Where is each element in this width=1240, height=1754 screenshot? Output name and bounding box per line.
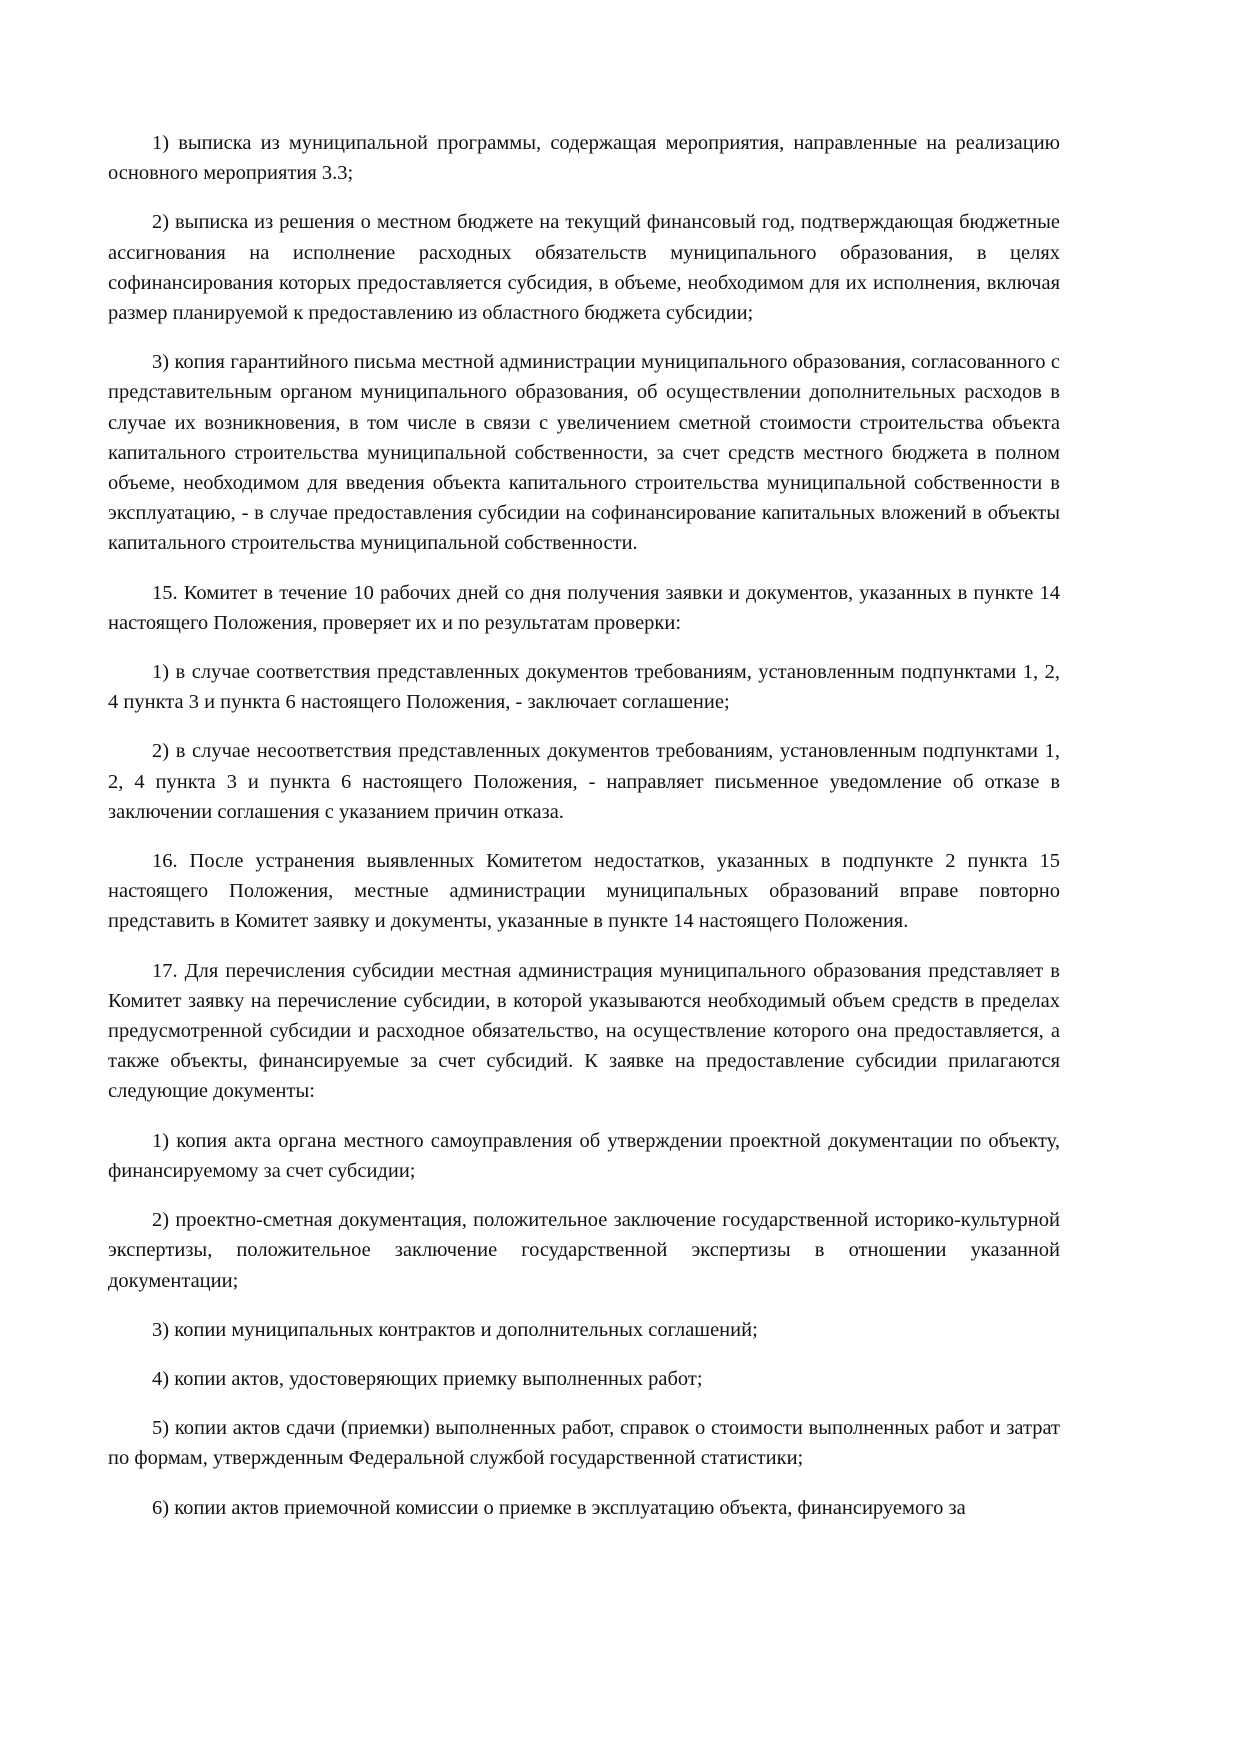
paragraph-item-17-5: 5) копии актов сдачи (приемки) выполненных работ, справок о стоимости выполненных работ и затрат по формам, утвержденным Федеральной службой государственной статистики; [108,1417,1060,1470]
paragraph-item-15-2: 2) в случае несоответствия представленных документов требованиям, установленным подпунктами 1, 2, 4 пункта 3 и пункта 6 настоящего Положения, - направляет письменное уведомление об отказе в заключении соглашения с указанием причин отказа. [108,740,1060,823]
document-text-body [108,128,1060,1523]
paragraph-item-17-1: 1) копия акта органа местного самоуправления об утверждении проектной документации по объекту, финансируемому за счет субсидии; [108,1129,1060,1182]
paragraph-item-14-2: 2) выписка из решения о местном бюджете на текущий финансовый год, подтверждающая бюджетные ассигнования на исполнение расходных обязательств муниципального образования, в целях софинансирования которых предоставляется субсидия, в объеме, необходимом для их исполнения, включая размер планируемой к предоставлению из областного бюджета субсидии; [108,211,1060,325]
paragraph-clause-16: 16. После устранения выявленных Комитетом недостатков, указанных в подпункте 2 пункта 15 настоящего Положения, местные администрации муниципальных образований вправе повторно представить в Комитет заявку и документы, указанные в пункте 14 настоящего Положения. [108,850,1060,933]
paragraph-item-14-1: 1) выписка из муниципальной программы, содержащая мероприятия, направленные на реализацию основного мероприятия 3.3; [108,132,1060,185]
paragraph-item-17-4: 4) копии актов, удостоверяющих приемку выполненных работ; [152,1367,703,1390]
paragraph-item-17-2: 2) проектно-сметная документация, положительное заключение государственной историко-культурной экспертизы, положительное заключение государственной экспертизы в отношении указанной документации; [108,1209,1060,1292]
paragraph-clause-15: 15. Комитет в течение 10 рабочих дней со дня получения заявки и документов, указанных в пункте 14 настоящего Положения, проверяет их и по результатам проверки: [108,581,1060,634]
paragraph-item-17-3: 3) копии муниципальных контрактов и дополнительных соглашений; [152,1318,758,1341]
paragraph-clause-17: 17. Для перечисления субсидии местная администрация муниципального образования представляет в Комитет заявку на перечисление субсидии, в которой указываются необходимый объем средств в пределах предусмотренной субсидии и расходное обязательство, на осуществление которого она предоставляется, а также объекты, финансируемые за счет субсидий. К заявке на предоставление субсидии прилагаются следующие документы: [108,959,1060,1103]
paragraph-item-15-1: 1) в случае соответствия представленных документов требованиям, установленным подпунктами 1, 2, 4 пункта 3 и пункта 6 настоящего Положения, - заключает соглашение; [108,661,1060,714]
paragraph-item-14-3: 3) копия гарантийного письма местной администрации муниципального образования, согласованного с представительным органом муниципального образования, об осуществлении дополнительных расходов в случае их возникновения, в том числе в связи с увеличением сметной стоимости строительства объекта капитального строительства муниципальной собственности, за счет средств местного бюджета в полном объеме, необходимом для введения объекта капитального строительства муниципальной собственности в эксплуатацию, - в случае предоставления субсидии на софинансирование капитальных вложений в объекты капитального строительства муниципальной собственности. [108,351,1060,555]
paragraph-item-17-6: 6) копии актов приемочной комиссии о приемке в эксплуатацию объекта, финансируемого за [152,1496,966,1519]
